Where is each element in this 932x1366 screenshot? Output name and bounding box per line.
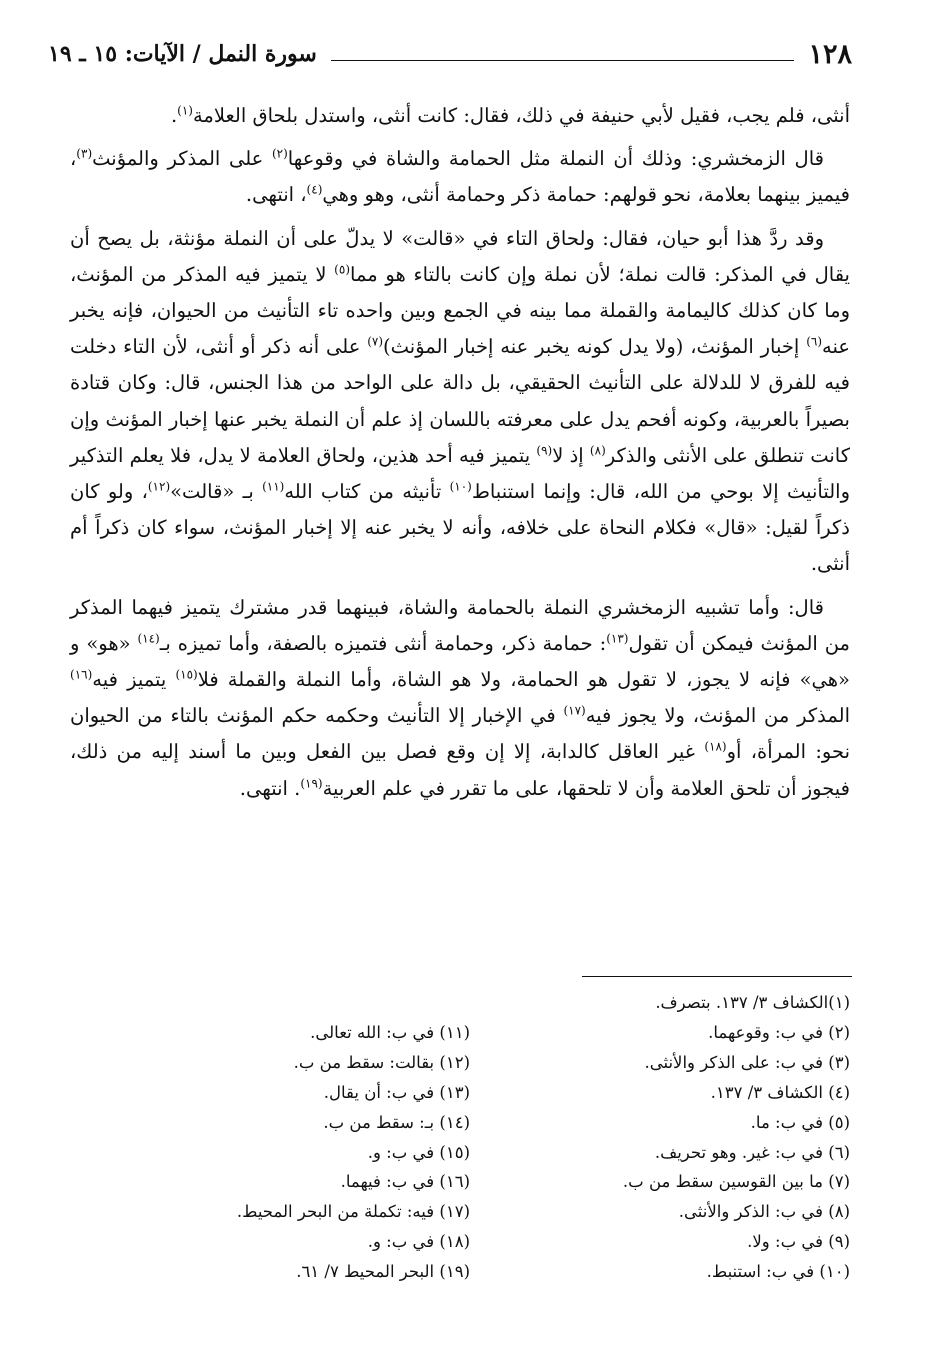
footnote-item: (٧) ما بين القوسين سقط من ب.	[622, 1172, 850, 1192]
footnote-item: (٨) في ب: الذكر والأنثى.	[678, 1202, 850, 1222]
main-text	[70, 98, 850, 814]
footnote-item: (١٦) في ب: فيهما.	[340, 1172, 470, 1192]
footnote-item: (١٥) في ب: و.	[367, 1142, 470, 1162]
footnote-ref: (١٨)	[704, 739, 727, 754]
footnote-ref: (١٦)	[70, 667, 93, 682]
footnote-ref: (٣)	[76, 146, 93, 161]
footnote-item: (١٣) في ب: أن يقال.	[323, 1082, 470, 1102]
footnote-ref: (١٣)	[606, 631, 629, 646]
footnote-ref: (١٥)	[175, 667, 198, 682]
footnote-item: (٦) في ب: غير. وهو تحريف.	[654, 1142, 850, 1162]
footnote-ref: (١٢)	[147, 479, 171, 494]
footnotes-column-left	[70, 1018, 470, 1287]
footnote-item: (٢) في ب: وقوعهما.	[708, 1022, 850, 1042]
footnote-item: (٤) الكشاف ٣/ ١٣٧.	[710, 1082, 850, 1102]
footnote-ref: (١٠)	[449, 479, 472, 494]
footnote-separator	[582, 976, 852, 977]
footnote-ref: (١٤)	[137, 631, 160, 646]
paragraph: قال: وأما تشبيه الزمخشري النملة بالحمامة والشاة، فبينهما قدر مشترك يتميز فيهما المذكر من المؤنث فيمكن أن تقول$^{(١٣)}$: حمامة ذكر، وحمامة أنثى فتميزه بالصفة، وأما تميزه بـ$^{(١٤)}$ «هو» و «هي» فإنه لا يجوز، لا تقول هو الحمامة، ولا هو الشاة، وأما النملة والقملة فلا$^{(١٥)}$ يتميز فيه$^{(١٦)}$ المذكر من المؤنث، ولا يجوز فيه$^{(١٧)}$ في الإخبار إلا التأنيث وحكمه حكم المؤنث بالتاء من الحيوان نحو: المرأة، أو$^{(١٨)}$ غير العاقل كالدابة، إلا إن وقع فصل بين الفعل وبين ما أسند إليه من ذلك، فيجوز أن تلحق العلامة وأن لا تلحقها، على ما تقرر في علم العربية$^{(١٩)}$. انتهى.	[70, 595, 850, 800]
footnote-ref: (١١)	[262, 479, 285, 494]
footnote-ref: (١)	[177, 103, 193, 118]
footnote-ref: (١٩)	[300, 776, 323, 791]
footnote-ref: (٢)	[271, 146, 288, 161]
footnote-ref: (١٧)	[563, 703, 586, 718]
footnotes	[70, 988, 850, 1318]
paragraph: قال الزمخشري: وذلك أن النملة مثل الحمامة والشاة في وقوعها$^{(٢)}$ على المذكر والمؤنث$^{(٣)}$، فيميز بينهما بعلامة، نحو قولهم: حمامة ذكر وحمامة أنثى، وهو وهي$^{(٤)}$، انتهى.	[70, 146, 850, 207]
footnote-item: (١٨) في ب: و.	[367, 1232, 470, 1252]
footnote-item: (٥) في ب: ما.	[750, 1112, 850, 1132]
running-title: سورة النمل / الآيات: ١٥ ـ ١٩	[48, 41, 317, 67]
footnote-ref: (٤)	[306, 182, 323, 197]
footnotes-column-right	[450, 988, 850, 1287]
page-number: ١٢٨	[808, 38, 852, 70]
paragraph: وقد ردَّ هذا أبو حيان، فقال: ولحاق التاء في «قالت» لا يدلّ على أن النملة مؤنثة، بل يصح أن يقال في المذكر: قالت نملة؛ لأن نملة وإن كانت بالتاء هو مما$^{(٥)}$ لا يتميز فيه المذكر من المؤنث، وما كان كذلك كاليمامة والقملة مما بينه في الجمع وبين واحده تاء التأنيث من الحيوان، فإنه يخبر عنه$^{(٦)}$ إخبار المؤنث، (ولا يدل كونه يخبر عنه إخبار المؤنث)$^{(٧)}$ على أنه ذكر أو أنثى، لأن التاء دخلت فيه للفرق لا للدلالة على التأنيث الحقيقي، بل دالة على الواحد من هذا الجنس، قال: وكان قتادة بصيراً بالعربية، وكونه أفحم يدل على معرفته باللسان إذ علم أن النملة يخبر عنها إخبار المؤنث وإن كانت تنطلق على الأنثى والذكر$^{(٨)}$ إذ لا$^{(٩)}$ يتميز فيه أحد هذين، ولحاق العلامة لا يدل، فلا يعلم التذكير والتأنيث إلا بوحي من الله، قال: وإنما استنباط$^{(١٠)}$ تأنيثه من كتاب الله$^{(١١)}$ بـ «قالت»$^{(١٢)}$، ولو كان ذكراً لقيل: «قال» فكلام النحاة على خلافه، وأنه لا يخبر عنه إلا إخبار المؤنث، سواء كان ذكراً أم أنثى.	[70, 226, 851, 576]
footnote-item: (١٧) فيه: تكملة من البحر المحيط.	[236, 1202, 470, 1222]
footnote-ref: (٧)	[367, 334, 384, 349]
footnote-item: (١٢) بقالت: سقط من ب.	[293, 1052, 470, 1072]
header-rule	[331, 60, 795, 61]
paragraph: أنثى، فلم يجب، فقيل لأبي حنيفة في ذلك، فقال: كانت أنثى، واستدل بلحاق العلامة$^{(١)}$.	[170, 103, 850, 127]
page-header	[48, 36, 852, 72]
footnote-item: (٩) في ب: ولا.	[747, 1232, 850, 1252]
footnote-ref: (٦)	[806, 334, 823, 349]
footnote-item: (١٤) بـ: سقط من ب.	[323, 1112, 470, 1132]
footnote-item: (١٩) البحر المحيط ٧/ ٦١.	[296, 1262, 470, 1282]
footnote-ref: (٥)	[334, 262, 350, 277]
footnote-item: (١١) في ب: الله تعالى.	[310, 1022, 470, 1042]
footnote-item: (٣) في ب: على الذكر والأنثى.	[644, 1052, 850, 1072]
footnote-item: (١)الكشاف ٣/ ١٣٧. بتصرف.	[655, 993, 850, 1012]
footnote-item: (١٠) في ب: استنبط.	[706, 1262, 850, 1282]
footnote-ref: (٩)	[536, 443, 553, 458]
footnote-ref: (٨)	[589, 443, 606, 458]
